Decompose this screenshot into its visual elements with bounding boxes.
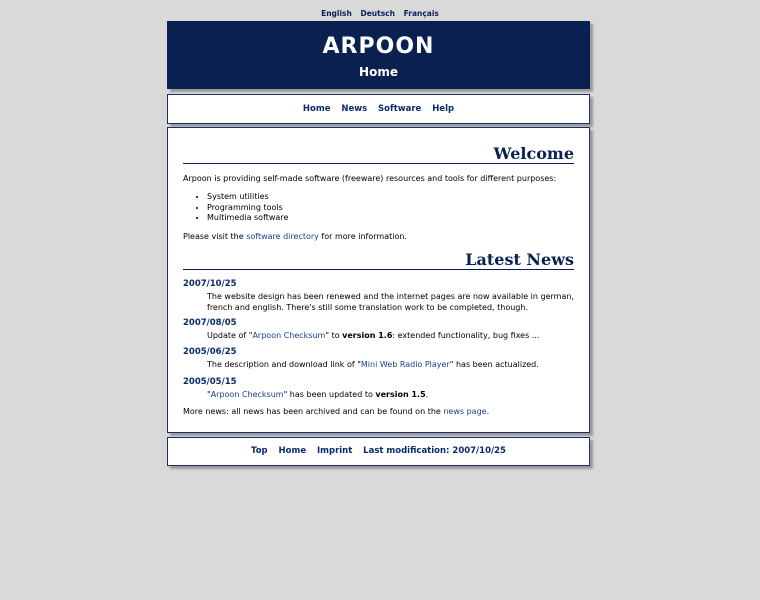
news-item	[183, 279, 578, 314]
mini-web-radio-link[interactable]: Mini Web Radio Player	[360, 359, 450, 369]
site-header	[167, 21, 590, 89]
news-body: Update of "Arpoon Checksum" to version 1.6: extended functionality, bug fixes ...	[207, 330, 540, 340]
list-item: • Multimedia software	[207, 213, 288, 224]
arpoon-checksum-link[interactable]: Arpoon Checksum	[252, 330, 326, 340]
visit-text: Please visit the software directory for more information.	[183, 232, 407, 241]
news-item	[183, 377, 578, 400]
nav-help[interactable]: Help	[432, 104, 455, 114]
nav-home[interactable]: Home	[302, 104, 331, 114]
news-body: The description and download link of "Mini Web Radio Player" has been actualized.	[207, 359, 539, 369]
arpoon-checksum-link[interactable]: Arpoon Checksum	[210, 389, 284, 399]
nav-software[interactable]: Software	[378, 104, 422, 114]
news-date: 2005/06/25	[183, 347, 237, 357]
language-bar	[0, 9, 760, 18]
site-title: ARPOON	[322, 34, 435, 59]
lang-english[interactable]: English	[321, 9, 352, 18]
news-item	[183, 347, 578, 370]
footer	[167, 437, 590, 466]
list-item: • Programming tools	[207, 203, 288, 214]
welcome-heading: Welcome	[183, 145, 574, 164]
software-directory-link[interactable]: software directory	[246, 232, 319, 241]
lang-deutsch[interactable]: Deutsch	[360, 9, 395, 18]
feature-list	[183, 192, 288, 224]
welcome-intro: Arpoon is providing self-made software (freeware) resources and tools for different purposes:	[183, 174, 557, 183]
lang-francais[interactable]: Français	[403, 9, 439, 18]
news-date: 2005/05/15	[183, 377, 237, 387]
main-nav	[167, 94, 590, 124]
page-subtitle: Home	[359, 65, 398, 79]
content-box	[167, 127, 590, 433]
news-heading: Latest News	[183, 251, 574, 270]
nav-news[interactable]: News	[341, 104, 368, 114]
news-page-link[interactable]: news page	[443, 407, 487, 416]
more-news-text: More news: all news has been archived and can be found on the news page.	[183, 407, 490, 416]
footer-home-link[interactable]: Home	[278, 446, 307, 456]
news-body: The website design has been renewed and the internet pages are now available in german, french and english. There's still some translation work to be completed, though.	[207, 291, 574, 312]
news-date: 2007/08/05	[183, 318, 237, 328]
footer-top-link[interactable]: Top	[251, 446, 268, 456]
news-date: 2007/10/25	[183, 279, 237, 289]
list-item: • System utilities	[207, 192, 288, 203]
footer-imprint-link[interactable]: Imprint	[316, 446, 353, 456]
news-body: "Arpoon Checksum" has been updated to version 1.5.	[207, 389, 429, 399]
last-modification: Last modification: 2007/10/25	[363, 446, 506, 456]
news-item	[183, 318, 578, 341]
